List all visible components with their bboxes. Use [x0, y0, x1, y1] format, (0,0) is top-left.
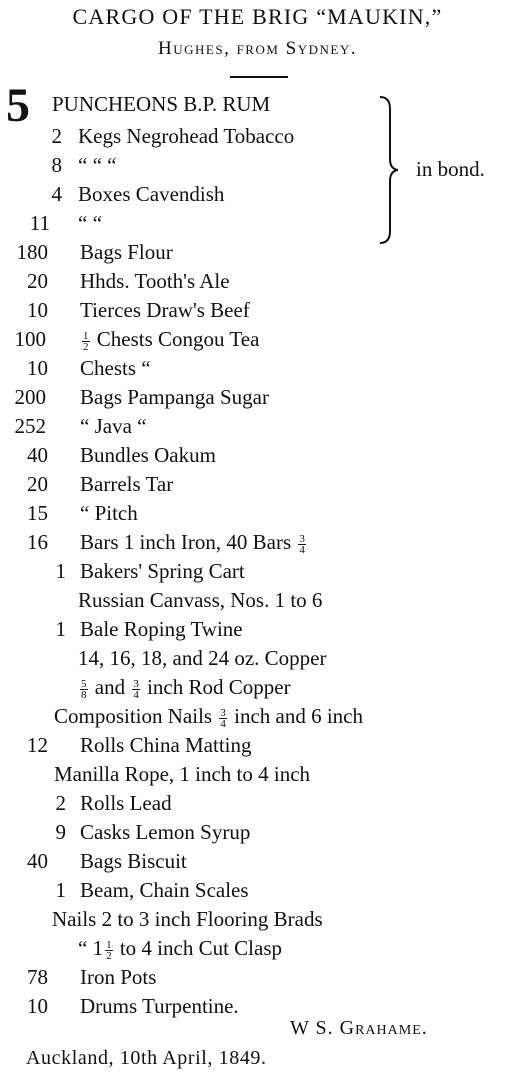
- fraction: $\frac{1}{2}$: [83, 329, 89, 353]
- item-description: 14, 16, 18, and 24 oz. Copper: [78, 646, 327, 670]
- item-description: “ Java “: [80, 414, 147, 438]
- item-quantity: 16: [27, 530, 48, 554]
- item-description: Boxes Cavendish: [78, 182, 225, 206]
- item-quantity: 9: [55, 820, 66, 844]
- item-description: Rolls Lead: [80, 791, 172, 815]
- item-quantity: 100: [14, 327, 46, 351]
- item-description: Composition Nails $\frac{3}{4}$ inch and 6 inch: [54, 704, 363, 730]
- item-description: Bale Roping Twine: [80, 617, 243, 641]
- item-description: $\frac{5}{8}$ and $\frac{3}{4}$ inch Rod Copper: [81, 675, 291, 701]
- item-quantity: 78: [27, 965, 48, 989]
- fraction: $\frac{1}{2}$: [106, 938, 112, 962]
- item-quantity: 10: [27, 298, 48, 322]
- dateline: Auckland, 10th April, 1849.: [26, 1047, 267, 1069]
- item-quantity: 4: [51, 182, 62, 206]
- item-description: “ “: [78, 211, 102, 235]
- item-description: Barrels Tar: [80, 472, 174, 496]
- item-description: “ Pitch: [80, 501, 138, 525]
- item-description: Bags Biscuit: [80, 849, 187, 873]
- item-quantity: 20: [27, 472, 48, 496]
- item-description: Manilla Rope, 1 inch to 4 inch: [54, 762, 311, 786]
- lead-item: PUNCHEONS B.P. RUM: [52, 92, 271, 116]
- item-description: Bakers' Spring Cart: [80, 559, 245, 583]
- item-description: Bags Flour: [80, 240, 173, 264]
- item-description: $\frac{1}{2}$ Chests Congou Tea: [83, 327, 260, 353]
- item-quantity: 200: [14, 385, 46, 409]
- item-quantity: 12: [27, 733, 48, 757]
- item-description: Chests “: [80, 356, 151, 380]
- item-description: Rolls China Matting: [80, 733, 252, 757]
- item-quantity: 180: [16, 240, 48, 264]
- item-description: “ 1 $\frac{1}{2}$ to 4 inch Cut Clasp: [78, 936, 282, 962]
- signature: W S. Grahame.: [290, 1017, 428, 1039]
- item-quantity: 10: [27, 356, 48, 380]
- item-quantity: 1: [55, 878, 66, 902]
- item-description: Kegs Negrohead Tobacco: [78, 124, 295, 148]
- item-quantity: 2: [55, 791, 66, 815]
- item-quantity: 252: [14, 414, 46, 438]
- item-description: Tierces Draw's Beef: [80, 298, 250, 322]
- item-description: Iron Pots: [80, 965, 157, 989]
- bond-brace: [378, 95, 398, 245]
- item-description: “ “ “: [78, 153, 117, 177]
- item-quantity: 40: [27, 849, 48, 873]
- item-quantity: 2: [51, 124, 62, 148]
- item-description: Bars 1 inch Iron, 40 Bars $\frac{3}{4}$: [80, 530, 305, 556]
- item-description: Hhds. Tooth's Ale: [80, 269, 230, 293]
- item-quantity: 8: [51, 153, 62, 177]
- fraction: $\frac{3}{4}$: [299, 532, 305, 556]
- item-quantity: 1: [55, 617, 66, 641]
- ad-subheadline: Hughes, from Sydney.: [158, 38, 357, 59]
- item-description: Drums Turpentine.: [80, 994, 239, 1018]
- ad-headline: CARGO OF THE BRIG “MAUKIN,”: [72, 4, 443, 29]
- item-quantity: 20: [27, 269, 48, 293]
- item-quantity: 40: [27, 443, 48, 467]
- fraction: $\frac{5}{8}$: [81, 677, 87, 701]
- separator-rule: [230, 76, 288, 78]
- item-description: Bundles Oakum: [80, 443, 216, 467]
- item-quantity: 10: [27, 994, 48, 1018]
- item-description: Russian Canvass, Nos. 1 to 6: [78, 588, 323, 612]
- lead-quantity: 5: [6, 79, 30, 132]
- item-quantity: 15: [27, 501, 48, 525]
- item-quantity: 1: [55, 559, 66, 583]
- item-description: Casks Lemon Syrup: [80, 820, 251, 844]
- item-quantity: 11: [29, 211, 50, 235]
- item-description: Bags Pampanga Sugar: [80, 385, 269, 409]
- bond-note: in bond.: [416, 157, 485, 181]
- fraction: $\frac{3}{4}$: [220, 706, 226, 730]
- item-description: Nails 2 to 3 inch Flooring Brads: [52, 907, 323, 931]
- fraction: $\frac{3}{4}$: [133, 677, 139, 701]
- item-description: Beam, Chain Scales: [80, 878, 249, 902]
